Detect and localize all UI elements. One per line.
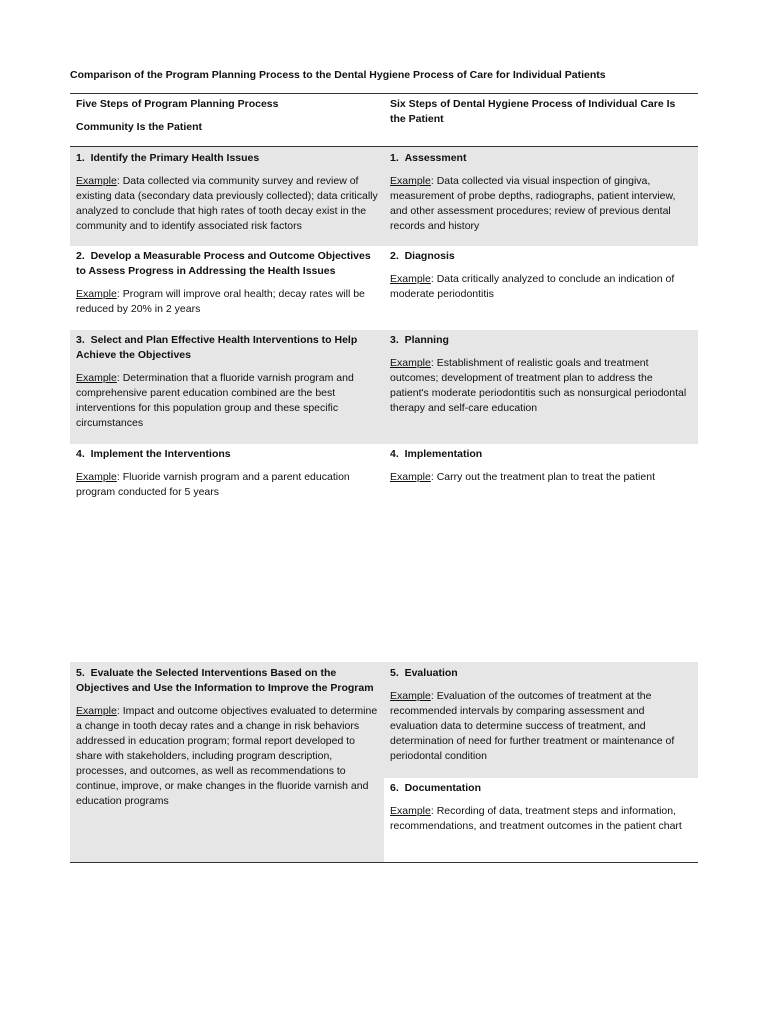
example-text <box>76 371 378 431</box>
example-text <box>76 287 378 317</box>
example-body: : Data collected via visual inspection of gingiva, measurement of probe depths, radiographs, patient interview, and other assessment procedures; review of previous dental records and history <box>390 175 676 232</box>
header-left-title: Five Steps of Program Planning Process <box>76 98 279 110</box>
example-label: Example <box>390 471 431 483</box>
example-label: Example <box>76 705 117 717</box>
header-right-title: Six Steps of Dental Hygiene Process of Individual Care Is the Patient <box>390 98 676 125</box>
example-body: : Carry out the treatment plan to treat the patient <box>430 471 655 483</box>
example-label: Example <box>76 372 117 384</box>
table-row <box>384 444 698 662</box>
example-text <box>390 356 692 416</box>
example-body: : Data collected via community survey and review of existing data (secondary data previously collected); data critically analyzed to conclude that high rates of tooth decay exist in the community and to identify associated risk factors <box>76 175 378 232</box>
step-title: 1. Assessment <box>390 152 467 164</box>
example-body: : Fluoride varnish program and a parent education program conducted for 5 years <box>76 471 350 498</box>
example-text <box>390 174 692 234</box>
header-left-subtitle: Community Is the Patient <box>76 121 203 133</box>
example-text <box>390 272 692 302</box>
example-text <box>390 689 692 764</box>
example-text <box>76 704 378 809</box>
table-row <box>70 330 384 444</box>
example-body: : Data critically analyzed to conclude an indication of moderate periodontitis <box>390 273 675 300</box>
example-text <box>76 470 378 500</box>
table-bottom-rule <box>70 862 698 863</box>
table-row <box>384 778 698 862</box>
table-row <box>70 662 384 862</box>
step-title: 4. Implement the Interventions <box>76 448 231 460</box>
example-text <box>390 470 692 485</box>
table-row <box>70 246 384 330</box>
header-left <box>70 97 384 145</box>
example-text <box>76 174 378 234</box>
step-title: 5. Evaluation <box>390 667 458 679</box>
step-title: 3. Select and Plan Effective Health Interventions to Help Achieve the Objectives <box>76 334 358 361</box>
example-label: Example <box>76 471 117 483</box>
step-title: 2. Develop a Measurable Process and Outcome Objectives to Assess Progress in Addressing the Health Issues <box>76 250 371 277</box>
step-title: 2. Diagnosis <box>390 250 455 262</box>
step-title: 5. Evaluate the Selected Interventions Based on the Objectives and Use the Information to Improve the Program <box>76 667 374 694</box>
example-label: Example <box>76 288 117 300</box>
table-row <box>384 662 698 778</box>
example-body: : Evaluation of the outcomes of treatment at the recommended intervals by comparing assessment and evaluation data to determine success of treatment, and determination of need for further treatment or maintenance of periodontal condition <box>390 690 675 762</box>
table-top-rule <box>70 93 698 94</box>
example-label: Example <box>390 273 431 285</box>
example-text <box>390 804 692 834</box>
header-right <box>384 97 698 145</box>
table-row <box>384 147 698 246</box>
step-title: 1. Identify the Primary Health Issues <box>76 152 260 164</box>
example-label: Example <box>390 690 431 702</box>
step-title: 4. Implementation <box>390 448 483 460</box>
table-row <box>384 246 698 330</box>
example-body: : Impact and outcome objectives evaluated to determine a change in tooth decay rates and a change in risk behaviors addressed in education program; formal report developed to share with stakeholders, including program description, processes, and outcomes, as well as recommendations to continue, improve, or make changes in the fluoride varnish and education programs <box>76 705 378 807</box>
example-label: Example <box>390 357 431 369</box>
example-body: : Determination that a fluoride varnish program and comprehensive parent education combined are the best interventions for this population group and these specific circumstances <box>76 372 354 429</box>
step-title: 6. Documentation <box>390 782 482 794</box>
page-title: Comparison of the Program Planning Process to the Dental Hygiene Process of Care for Individual Patients <box>70 69 606 81</box>
example-label: Example <box>390 175 431 187</box>
example-body: : Recording of data, treatment steps and information, recommendations, and treatment outcomes in the patient chart <box>390 805 682 832</box>
step-title: 3. Planning <box>390 334 449 346</box>
example-label: Example <box>390 805 431 817</box>
table-row <box>70 444 384 662</box>
table-row <box>384 330 698 444</box>
example-body: : Establishment of realistic goals and treatment outcomes; development of treatment plan to address the patient's moderate periodontitis such as nonsurgical periodontal therapy and self-care education <box>390 357 687 414</box>
table-row <box>70 147 384 246</box>
example-label: Example <box>76 175 117 187</box>
example-body: : Program will improve oral health; decay rates will be reduced by 20% in 2 years <box>76 288 365 315</box>
